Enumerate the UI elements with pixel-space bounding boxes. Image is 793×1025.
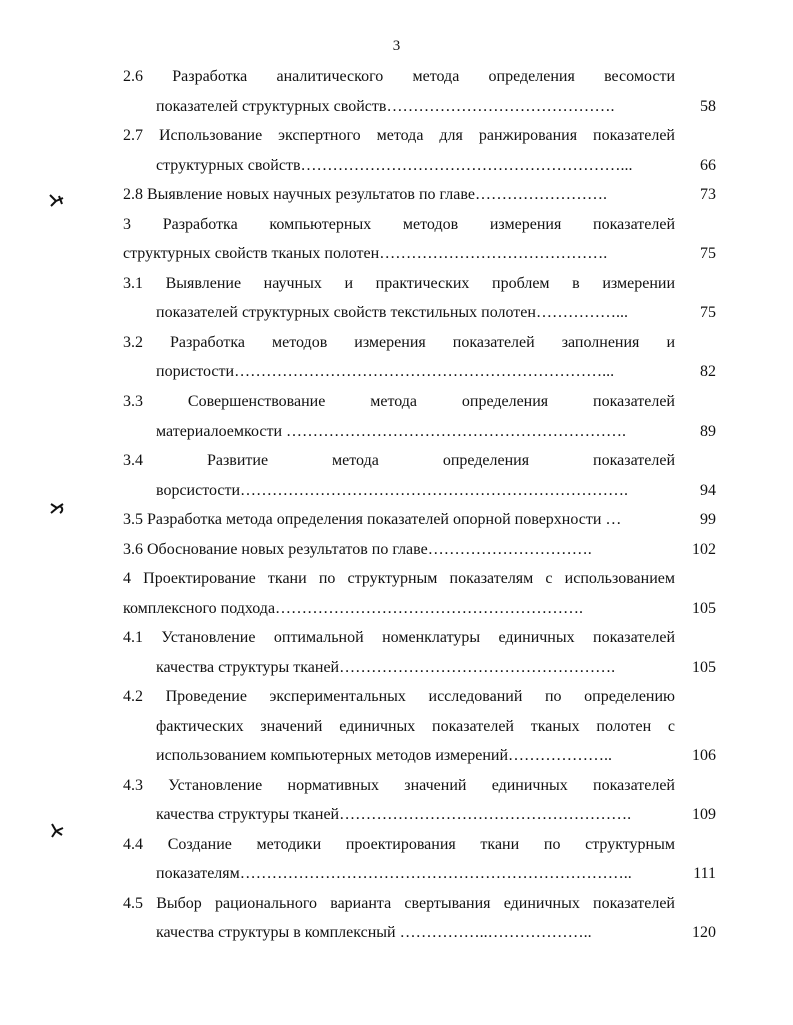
toc-line: 4.5 Выбор рационального варианта свертывания единичных показателей bbox=[123, 895, 675, 912]
toc-line: 3.6 Обоснование новых результатов по главе…………………………. bbox=[123, 541, 592, 558]
toc-page-number: 106 bbox=[692, 747, 716, 764]
toc-line: 3.3 Совершенствование метода определения показателей bbox=[123, 393, 675, 410]
toc-line: 3.4 Развитие метода определения показателей bbox=[123, 452, 675, 469]
toc-page-number: 102 bbox=[692, 541, 716, 558]
toc-line: фактических значений единичных показателей тканых полотен с bbox=[156, 718, 675, 735]
toc-page-number: 99 bbox=[700, 511, 716, 528]
toc-line: качества структуры в комплексный ……………..……………….. bbox=[156, 924, 592, 941]
toc-line: 3.2 Разработка методов измерения показателей заполнения и bbox=[123, 334, 675, 351]
toc-page-number: 109 bbox=[692, 806, 716, 823]
toc-page-number: 66 bbox=[700, 157, 716, 174]
toc-line: 4.1 Установление оптимальной номенклатуры единичных показателей bbox=[123, 629, 675, 646]
toc-line: 3 Разработка компьютерных методов измерения показателей bbox=[123, 216, 675, 233]
toc-line: 4 Проектирование ткани по структурным показателям с использованием bbox=[123, 570, 675, 587]
margin-mark-icon bbox=[48, 500, 66, 516]
toc-line: комплексного подхода…………………………………………………. bbox=[123, 600, 584, 617]
toc-page-number: 105 bbox=[692, 600, 716, 617]
toc-page-number: 120 bbox=[692, 924, 716, 941]
toc-page-number: 94 bbox=[700, 482, 716, 499]
toc-line: 4.2 Проведение экспериментальных исследований по определению bbox=[123, 688, 675, 705]
toc-page-number: 75 bbox=[700, 304, 716, 321]
toc-line: качества структуры тканей……………………………………………. bbox=[156, 659, 616, 676]
toc-page-number: 105 bbox=[692, 659, 716, 676]
toc-page-number: 89 bbox=[700, 423, 716, 440]
toc-line: 3.5 Разработка метода определения показателей опорной поверхности … bbox=[123, 511, 622, 528]
toc-line: материалоемкости ………………………………………………………. bbox=[156, 423, 627, 440]
toc-line: качества структуры тканей………………………………………………. bbox=[156, 806, 632, 823]
toc-page-number: 111 bbox=[693, 865, 716, 882]
page-number: 3 bbox=[392, 38, 401, 54]
toc-line: 3.1 Выявление научных и практических проблем в измерении bbox=[123, 275, 675, 292]
toc-line: ворсистости………………………………………………………………. bbox=[156, 482, 629, 499]
toc-line: показателям……………………………………………………………….. bbox=[156, 865, 632, 882]
toc-line: структурных свойств тканых полотен……………………………………. bbox=[123, 245, 608, 262]
toc-line: 4.3 Установление нормативных значений единичных показателей bbox=[123, 777, 675, 794]
toc-line: 2.8 Выявление новых научных результатов по главе……………………. bbox=[123, 186, 607, 203]
toc-line: 2.7 Использование экспертного метода для ранжирования показателей bbox=[123, 127, 675, 144]
toc-line: 2.6 Разработка аналитического метода определения весомости bbox=[123, 68, 675, 85]
margin-mark-icon bbox=[48, 822, 66, 838]
toc-page-number: 82 bbox=[700, 363, 716, 380]
margin-mark-icon bbox=[48, 192, 66, 208]
toc-line: показателей структурных свойств текстильных полотен……………... bbox=[156, 304, 628, 321]
toc-line: показателей структурных свойств……………………………………. bbox=[156, 98, 615, 115]
toc-line: пористости……………………………………………………………... bbox=[156, 363, 615, 380]
toc-page-number: 75 bbox=[700, 245, 716, 262]
toc-page-number: 58 bbox=[700, 98, 716, 115]
toc-line: структурных свойств……………………………………………………... bbox=[156, 157, 633, 174]
toc-line: использованием компьютерных методов измерений……………….. bbox=[156, 747, 613, 764]
toc-line: 4.4 Создание методики проектирования ткани по структурным bbox=[123, 836, 675, 853]
toc-page-number: 73 bbox=[700, 186, 716, 203]
